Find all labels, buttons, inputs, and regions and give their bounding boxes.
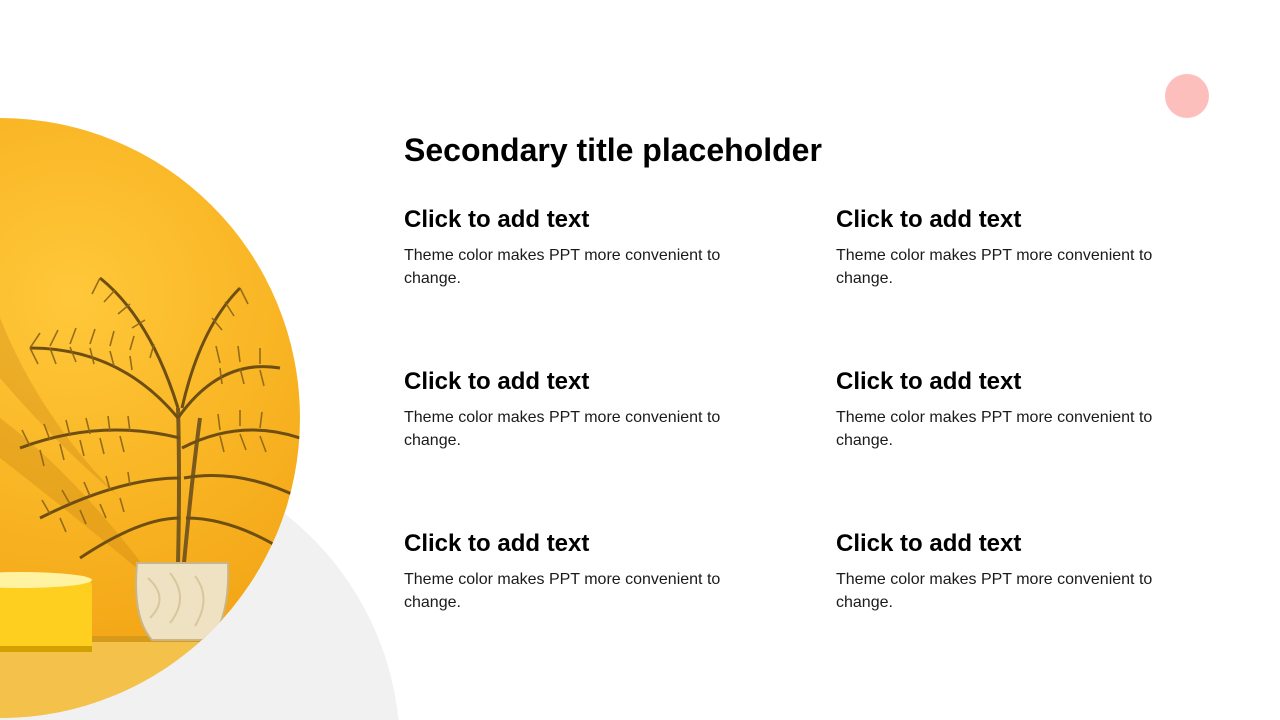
text-block-body[interactable]: Theme color makes PPT more convenient to change. — [836, 409, 1153, 449]
text-block-heading[interactable]: Click to add text — [836, 206, 1022, 233]
text-block-heading[interactable]: Click to add text — [836, 368, 1022, 395]
text-block-heading[interactable]: Click to add text — [404, 530, 590, 557]
text-block-heading[interactable]: Click to add text — [836, 530, 1022, 557]
text-block-2[interactable] — [836, 204, 1176, 290]
text-block-heading[interactable]: Click to add text — [404, 368, 590, 395]
text-block-body[interactable]: Theme color makes PPT more convenient to change. — [836, 247, 1153, 287]
slide-title[interactable]: Secondary title placeholder — [404, 132, 822, 168]
text-block-6[interactable] — [836, 528, 1176, 614]
text-block-3[interactable] — [404, 366, 744, 452]
text-block-body[interactable]: Theme color makes PPT more convenient to change. — [404, 571, 721, 611]
text-block-heading[interactable]: Click to add text — [404, 206, 590, 233]
pink-accent-dot — [1165, 74, 1209, 118]
palm-plant-photo[interactable] — [0, 118, 300, 718]
text-block-1[interactable] — [404, 204, 744, 290]
text-block-body[interactable]: Theme color makes PPT more convenient to change. — [404, 247, 721, 287]
text-block-5[interactable] — [404, 528, 744, 614]
text-block-body[interactable]: Theme color makes PPT more convenient to change. — [836, 571, 1153, 611]
text-block-body[interactable]: Theme color makes PPT more convenient to change. — [404, 409, 721, 449]
palm-plant-illustration — [0, 118, 300, 718]
text-block-4[interactable] — [836, 366, 1176, 452]
